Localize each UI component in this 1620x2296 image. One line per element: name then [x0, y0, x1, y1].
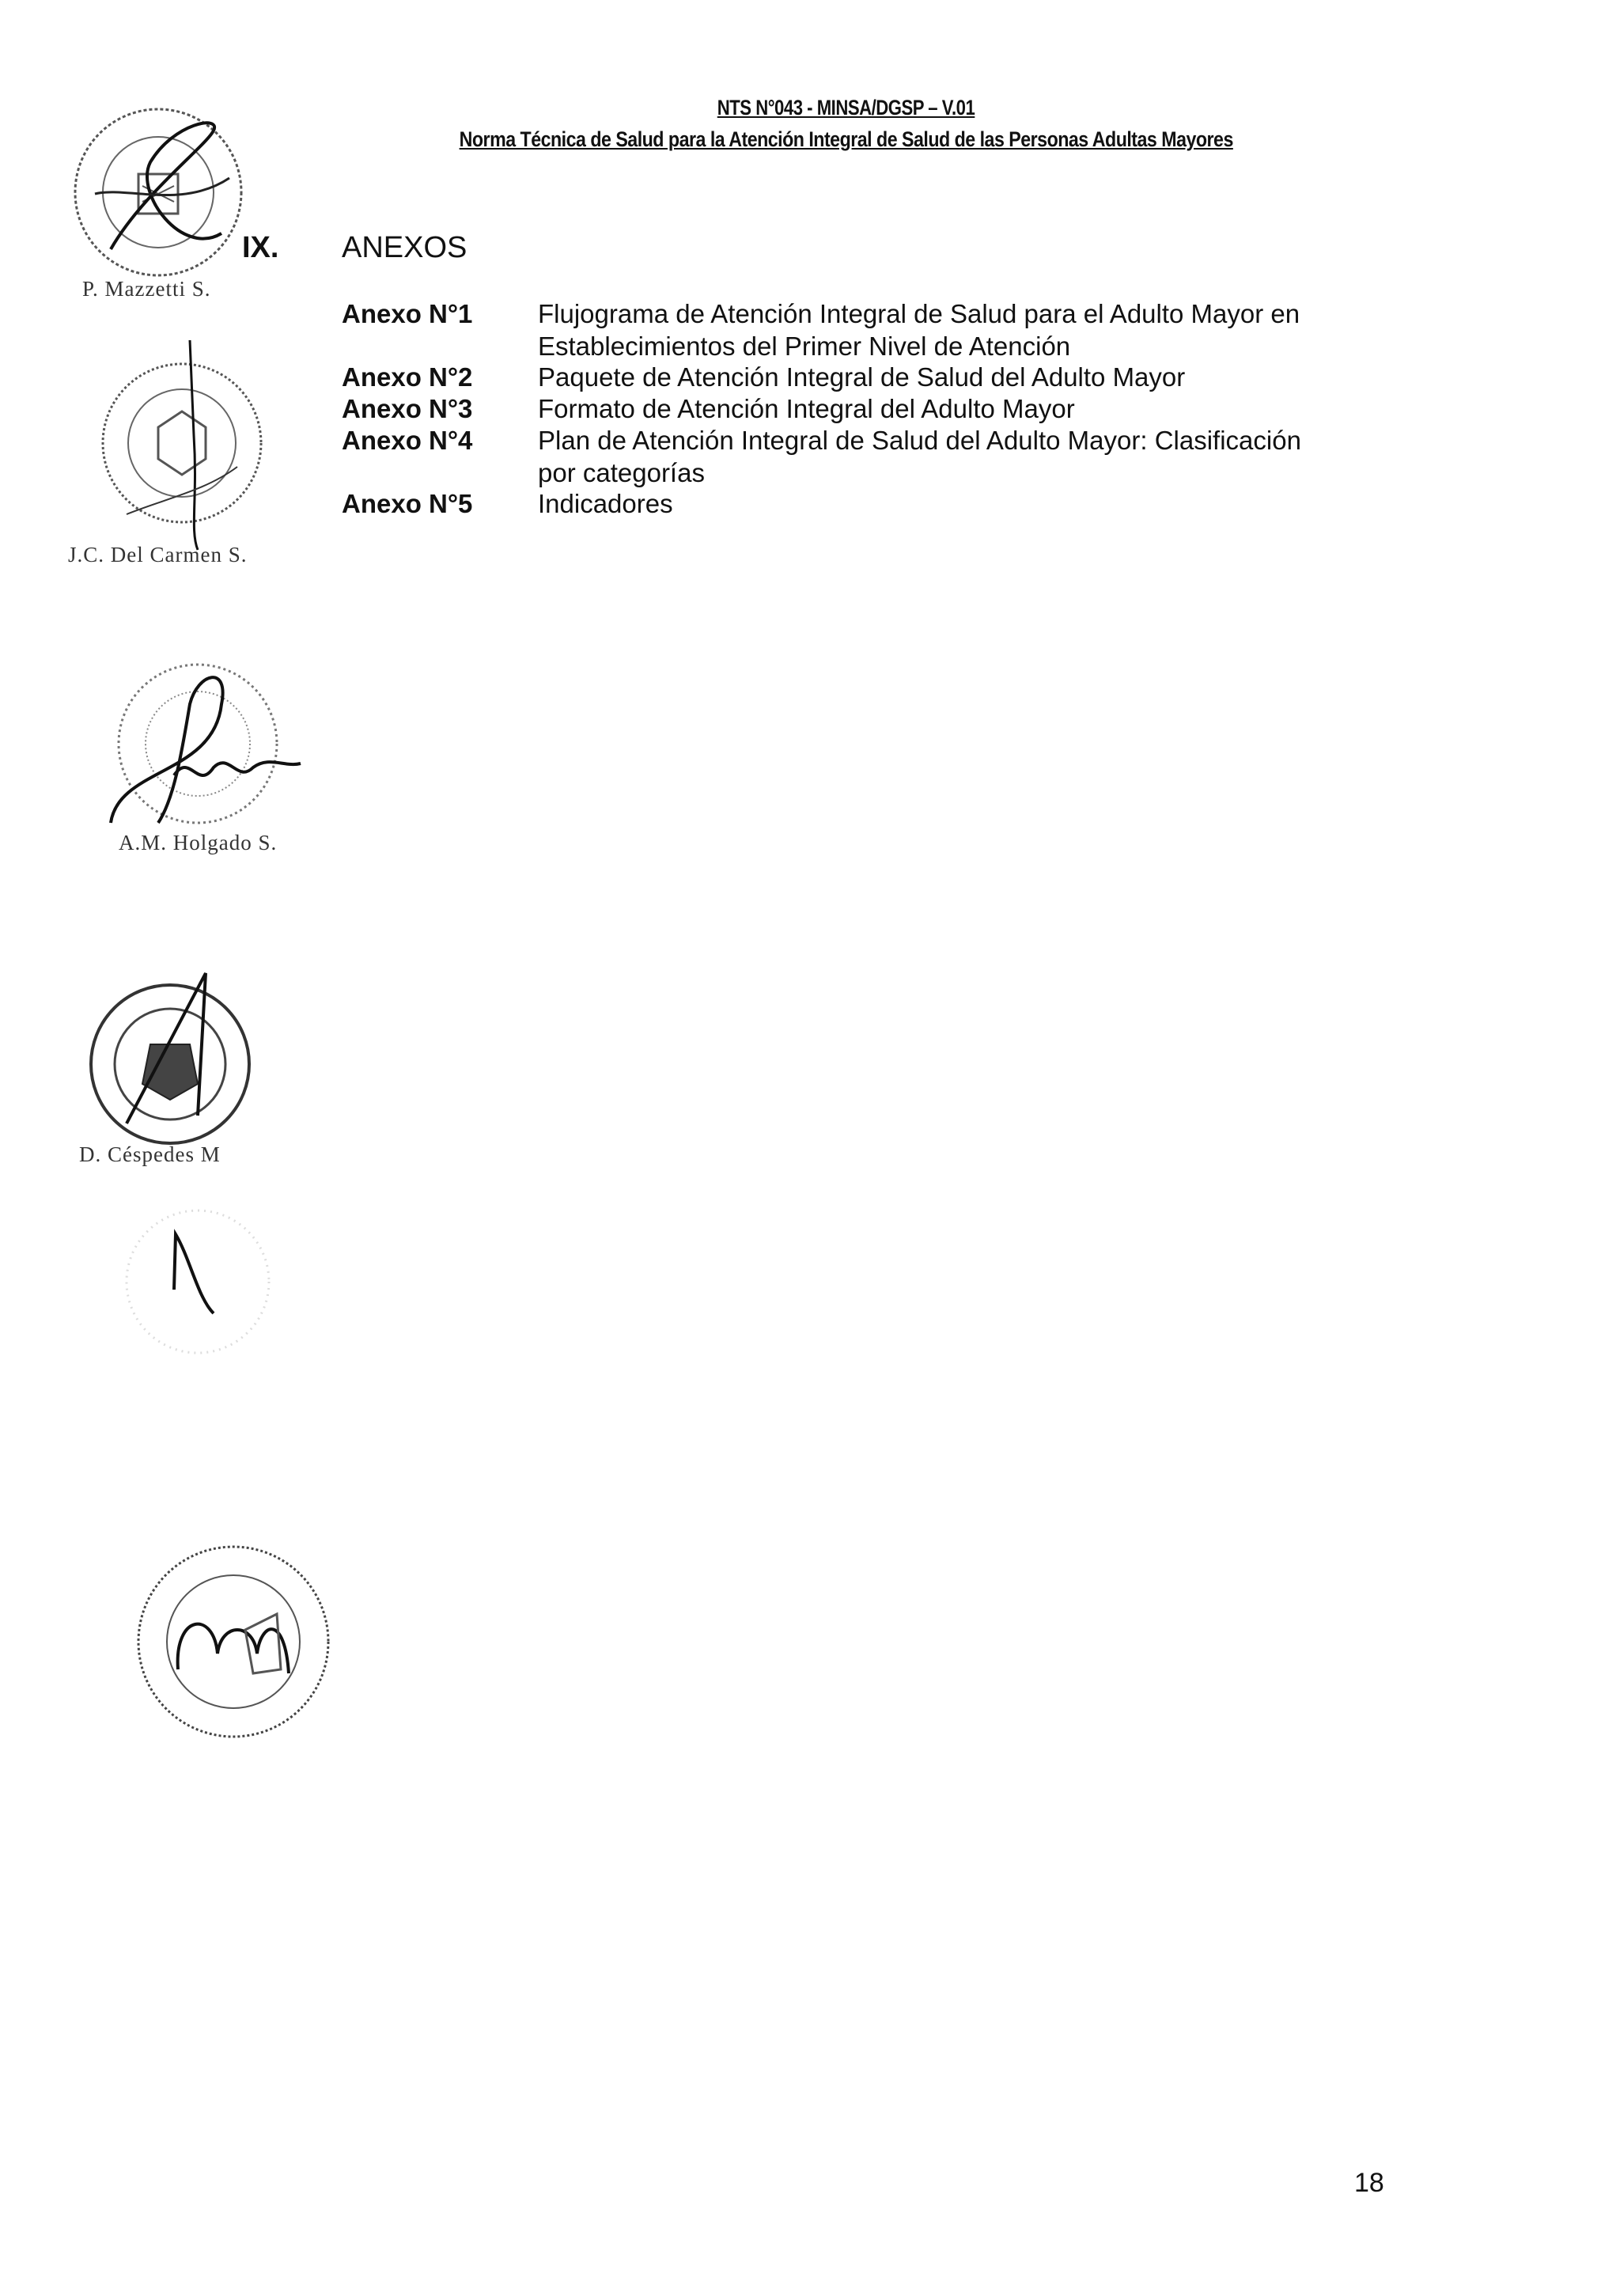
annex-description: [538, 424, 1368, 489]
annex-description-line: Flujograma de Atención Integral de Salud para el Adulto Mayor en: [538, 299, 1300, 328]
legal-office-seal-stamp: [79, 965, 269, 1155]
annex-label: Anexo N°1: [342, 299, 473, 328]
annex-description: [538, 487, 1368, 520]
section-title: ANEXOS: [342, 231, 467, 264]
signature-name: D. Céspedes M: [79, 1142, 221, 1166]
document-header: [332, 92, 1361, 155]
annex-label: Anexo N°5: [342, 489, 473, 518]
annex-description: [538, 297, 1368, 362]
annex-label: Anexo N°4: [342, 426, 473, 455]
annex-label: Anexo N°3: [342, 394, 473, 423]
section-number: IX.: [242, 231, 279, 264]
annex-description: [538, 361, 1368, 393]
signature-name: J.C. Del Carmen S.: [68, 543, 248, 566]
signature-mark: [119, 1187, 277, 1369]
annex-label: Anexo N°2: [342, 362, 473, 392]
annex-description-line: Formato de Atención Integral del Adulto Mayor: [538, 394, 1075, 423]
ministry-seal-stamp: [63, 99, 253, 289]
annex-description: [538, 392, 1368, 425]
ministry-seal-stamp: [103, 657, 308, 847]
annex-description-line: Establecimientos del Primer Nivel de Atención: [538, 332, 1071, 361]
page-number: 18: [1354, 2168, 1384, 2198]
signature-name: P. Mazzetti S.: [82, 277, 211, 301]
document-code: NTS N°043 - MINSA/DGSP – V.01: [717, 96, 975, 119]
signature-name: A.M. Holgado S.: [119, 831, 278, 854]
annex-description-line: Paquete de Atención Integral de Salud del Adulto Mayor: [538, 362, 1186, 392]
ministry-seal-stamp: [79, 340, 269, 554]
annex-description-line: Indicadores: [538, 489, 673, 518]
directorate-seal-stamp: [127, 1535, 340, 1749]
document-title: Norma Técnica de Salud para la Atención Integral de Salud de las Personas Adultas Mayores: [459, 127, 1234, 151]
annex-description-line: Plan de Atención Integral de Salud del Adulto Mayor: Clasificación: [538, 426, 1301, 455]
annex-description-line: por categorías: [538, 458, 705, 487]
